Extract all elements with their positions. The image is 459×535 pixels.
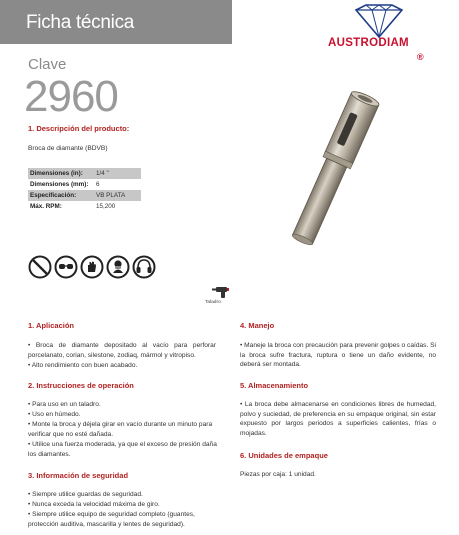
spec-value: VB PLATA — [96, 192, 126, 199]
clave-label: Clave — [28, 56, 67, 73]
safety-icons — [28, 255, 156, 279]
descripcion-title: 1. Descripción del producto: — [28, 124, 130, 133]
spec-row — [28, 179, 141, 190]
spec-key: Dimensiones (in): — [30, 170, 83, 177]
brand-name: AUSTRODIAM — [328, 37, 409, 49]
empaque-title: 6. Unidades de empaque — [240, 451, 328, 460]
manejo-title: 4. Manejo — [240, 321, 275, 330]
registered-mark: ® — [417, 52, 424, 62]
spec-row — [28, 201, 141, 212]
spec-key: Máx. RPM: — [30, 203, 62, 210]
instrucciones-item: • Uso en húmedo. — [28, 411, 81, 418]
clave-value: 2960 — [24, 72, 118, 121]
drill-icon — [212, 285, 230, 299]
spec-value: 6 — [96, 181, 100, 188]
spec-key: Especificación: — [30, 192, 77, 199]
aplicacion-title: 1. Aplicación — [28, 321, 74, 330]
header-bar — [0, 0, 232, 44]
instrucciones-item: • Utilice una fuerza moderada, ya que el exceso de presión daña los diamantes. — [28, 441, 217, 458]
aplicacion-item: • Broca de diamante depositado al vacío para perforar porcelanato, corian, silestone, zodiaq, mármol y vitropiso. — [28, 342, 216, 359]
no-entry-icon — [28, 255, 52, 279]
tool-label: Taladro — [205, 300, 221, 305]
manejo-text: • Maneje la broca con precaución para prevenir golpes o caídas. Si la broca sufre fractura, ruptura o tiene un daño evidente, no deberá ser montada. — [240, 342, 436, 369]
seguridad-item: • Nunca exceda la velocidad máxima de giro. — [28, 501, 160, 508]
spec-table — [28, 168, 141, 212]
goggles-icon — [54, 255, 78, 279]
spec-row — [28, 168, 141, 179]
ear-protection-icon — [132, 255, 156, 279]
spec-value: 15,200 — [96, 203, 116, 210]
seguridad-item: • Siempre utilice equipo de seguridad completo (guantes, protección auditiva, mascarilla y lentes de seguridad). — [28, 511, 195, 528]
instrucciones-item: • Monte la broca y déjela girar en vacío durante un minuto para verificar que no esté dañada. — [28, 421, 213, 438]
seguridad-title: 3. Información de seguridad — [28, 471, 129, 480]
hand-glove-icon — [80, 255, 104, 279]
almacenamiento-title: 5. Almacenamiento — [240, 381, 309, 390]
mask-icon — [106, 255, 130, 279]
instrucciones-title: 2. Instrucciones de operación — [28, 381, 134, 390]
instrucciones-item: • Para uso en un taladro. — [28, 401, 101, 408]
spec-value: 1/4 " — [96, 170, 109, 177]
spec-key: Dimensiones (mm): — [30, 181, 89, 188]
product-image — [258, 86, 408, 256]
brand-logo — [322, 4, 440, 70]
aplicacion-item: • Alto rendimiento con buen acabado. — [28, 362, 138, 369]
descripcion-text: Broca de diamante (BDVB) — [28, 145, 108, 152]
diamond-logo-icon — [350, 4, 408, 38]
seguridad-item: • Siempre utilice guardas de seguridad. — [28, 491, 143, 498]
spec-row — [28, 190, 141, 201]
page-title: Ficha técnica — [26, 12, 135, 33]
almacenamiento-text: • La broca debe almacenarse en condiciones libres de humedad, polvo y suciedad, de preferencia en su empaque original, sin estar expuesto por largos periodos a superficies calientes, frías o mojadas. — [240, 401, 436, 437]
empaque-text: Piezas por caja: 1 unidad. — [240, 471, 316, 478]
